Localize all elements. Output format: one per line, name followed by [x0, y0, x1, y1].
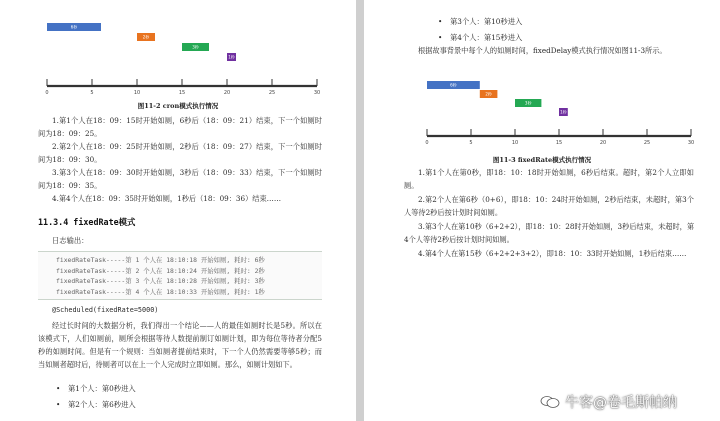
bar-label: 3秒 [524, 100, 532, 106]
bullet-person-3: • 第3个人：第10秒进入 [450, 17, 522, 27]
watermark-text: 牛客@卷毛斯帕纳 [565, 395, 677, 411]
x-tick-label: 25 [643, 140, 651, 146]
x-tick-label: 5 [469, 140, 473, 146]
cron-paragraph-2: 2.第2个人在18：09：25时开始如厕，2秒后（18：09：27）结束，下一个如厕时间为18：09：30。 [38, 142, 322, 164]
bar-label: 1秒 [228, 54, 235, 60]
x-tick-label: 5 [90, 90, 94, 96]
bar-label: 6秒 [450, 82, 457, 88]
x-tick-label: 15 [555, 140, 563, 146]
x-tick-label: 15 [178, 90, 186, 96]
bullet-person-1: • 第1个人：第0秒进入 [68, 384, 136, 394]
fixedrate-paragraph-4: 4.第4个人在第15秒（6+2+2+3+2），即18：10：33时开始如厕，1秒后结束…… [418, 249, 687, 258]
log-line: fixedRateTask-----第 1 个人在 18:10:18 开始如厕, 耗时: 6秒 [56, 256, 265, 264]
chat-bubbles-icon [540, 395, 560, 409]
fixedrate-paragraph-1: 1.第1个人在第0秒，即18：10：18时开始如厕，6秒后结束。超时，第2个人立即如厕。 [404, 168, 694, 190]
cron-paragraph-1: 1.第1个人在18：09：15时开始如厕，6秒后（18：09：21）结束，下一个如厕时间为18：09：25。 [38, 116, 322, 138]
x-tick-label: 30 [687, 140, 695, 146]
x-tick-label: 0 [425, 140, 429, 146]
x-tick-label: 20 [223, 90, 231, 96]
bar-label: 6秒 [70, 24, 78, 30]
log-line: fixedRateTask-----第 2 个人在 18:10:24 开始如厕, 耗时: 2秒 [56, 266, 265, 275]
fixedrate-paragraph-3: 3.第3个人在第10秒（6+2+2），即18：10：28时开始如厕，3秒后结束，未超时，第4个人等待2秒后按计划时间如厕。 [404, 222, 695, 244]
bar-label: 1秒 [560, 109, 567, 115]
x-tick-label: 30 [313, 90, 321, 96]
fixedrate-explanation: 经过长时间的大数据分析，我们得出一个结论——人的最佳如厕时长是5秒。所以在该模式下，人们如厕前，厕所会根据等待人数提前制订如厕计划，即为每位等待者分配5秒的如厕时间。但是有一个规则：当如厕者提前结束时，下一个人仍然需要等够5秒；而当如厕者超时后，待厕者可以在上一个人完成时立即如厕。那么，如厕计划如下。 [38, 321, 322, 369]
bullet-person-4: • 第4个人：第15秒进入 [450, 33, 522, 43]
log-line: fixedRateTask-----第 4 个人在 18:10:33 开始如厕, 耗时: 1秒 [56, 287, 265, 296]
cron-paragraph-4: 4.第4个人在18：09：35时开始如厕，1秒后（18：09：36）结束…… [52, 194, 282, 203]
cron-chart-svg [44, 18, 320, 98]
watermark [540, 392, 677, 412]
bullet-person-2: • 第2个人：第6秒进入 [68, 400, 136, 410]
bar-label: 2秒 [142, 34, 150, 40]
fixedrate-paragraph-2: 2.第2个人在第6秒（0+6），即18：10：24时开始如厕，2秒后结束，未超时，第3个人等待2秒后按计划时间如厕。 [404, 195, 694, 217]
x-tick-label: 25 [268, 90, 276, 96]
right-page [364, 0, 720, 421]
fixedrate-chart [424, 80, 694, 148]
fixedrate-intro: 根据故事背景中每个人的如厕时间，fixedDelay模式执行情况如图11-3所示。 [418, 46, 667, 55]
fixedrate-chart-svg [424, 80, 694, 148]
bar-label: 3秒 [192, 44, 199, 50]
left-page [0, 0, 356, 421]
figure-caption-11-3: 图11-3 fixedRate模式执行情况 [492, 156, 592, 164]
cron-chart [44, 18, 320, 98]
page-gutter [356, 0, 364, 421]
log-output-label: 日志输出： [52, 236, 89, 245]
x-tick-label: 0 [45, 90, 49, 96]
x-tick-label: 20 [599, 140, 607, 146]
section-heading-fixedrate: 11.3.4 fixedRate模式 [38, 217, 136, 227]
x-tick-label: 10 [511, 140, 519, 146]
figure-caption-11-2: 图11-2 cron模式执行情况 [137, 102, 219, 110]
x-tick-label: 10 [133, 90, 141, 96]
bar-label: 2秒 [485, 91, 492, 97]
log-output-block [38, 251, 322, 300]
cron-paragraph-3: 3.第3个人在18：09：30时开始如厕，3秒后（18：09：33）结束，下一个如厕时间为18：09：35。 [38, 168, 322, 190]
log-line: fixedRateTask-----第 3 个人在 18:10:28 开始如厕, 耗时: 3秒 [56, 277, 265, 286]
scheduled-annotation: @Scheduled(fixedRate=5000) [52, 306, 159, 314]
